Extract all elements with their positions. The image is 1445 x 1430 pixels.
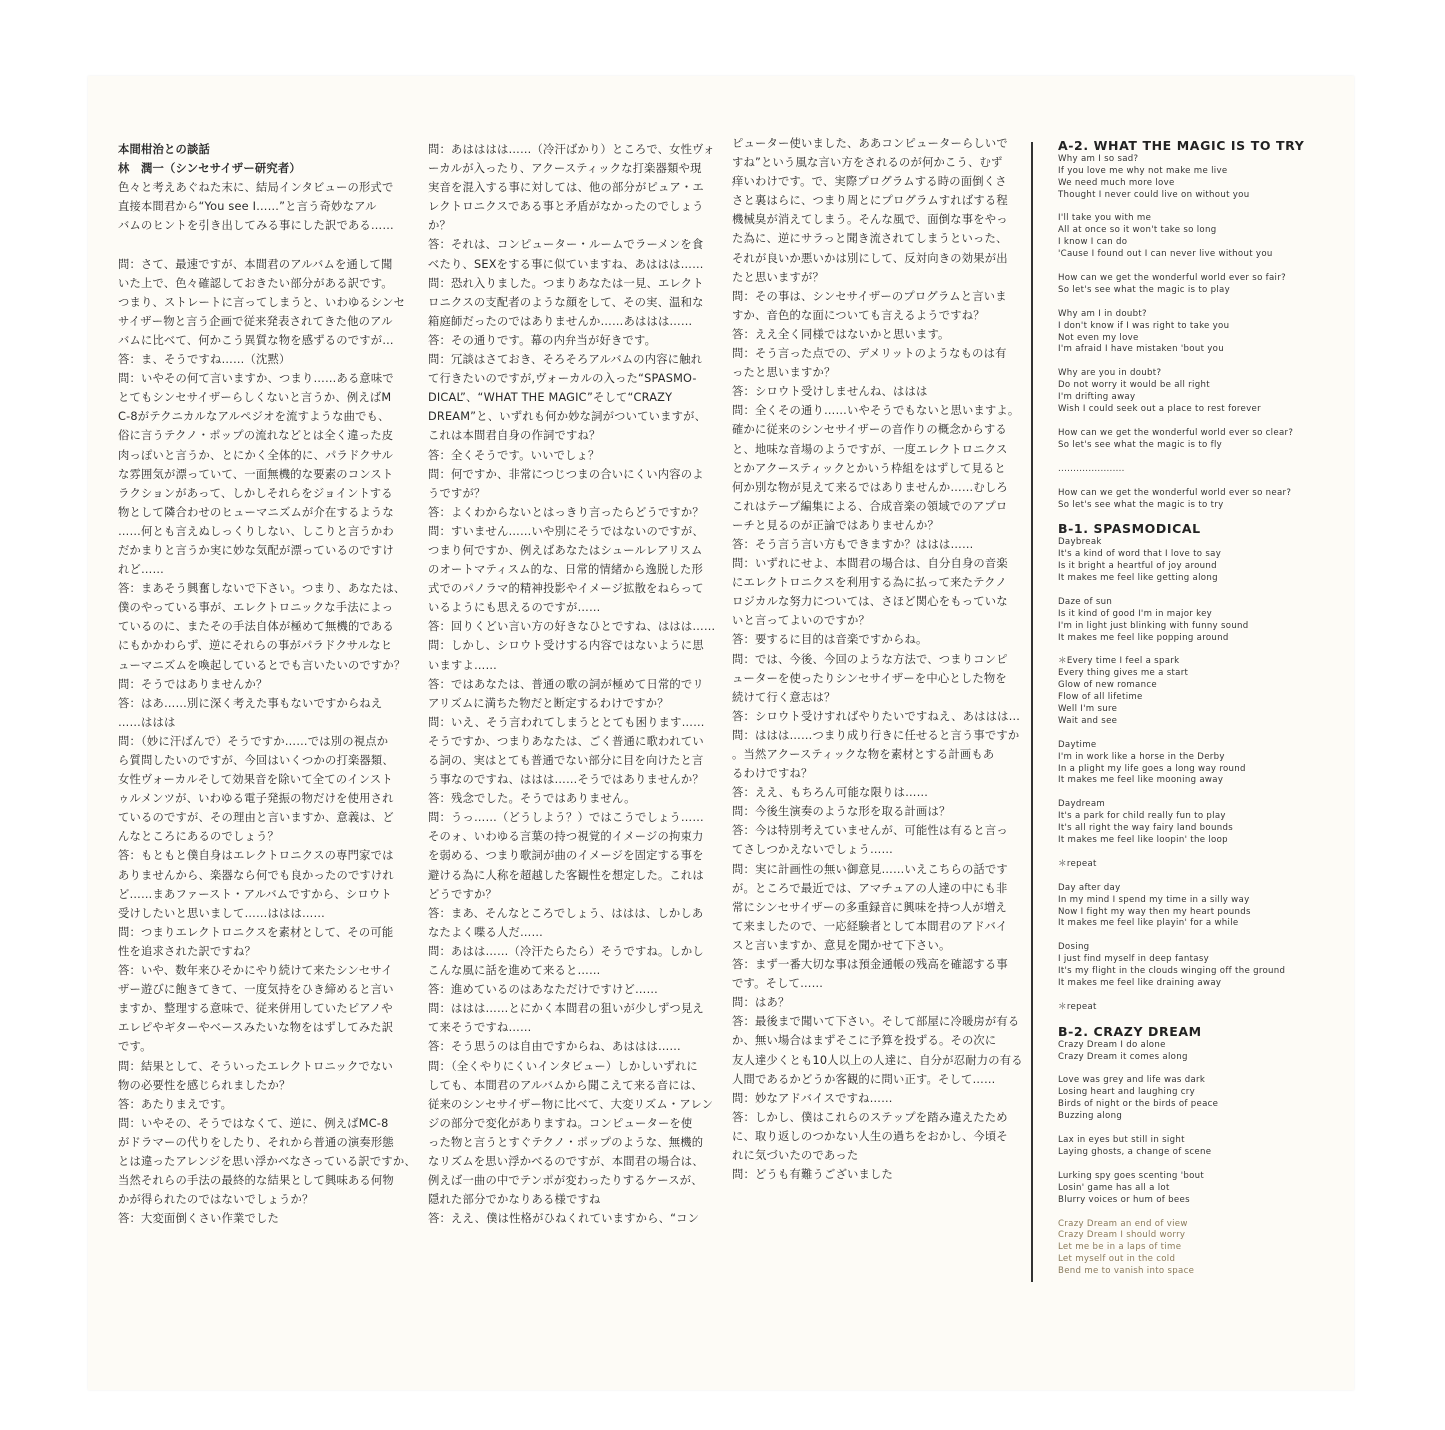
interview-line: なリズムを思い浮かべるのですが、本間君の場合は、: [428, 1154, 704, 1168]
interview-line: 問：いやその何て言いますか、つまり……ある意味で: [118, 372, 394, 386]
interview-line: 問：（全くやりにくいインタビュー）しかしいずれに: [428, 1059, 698, 1073]
interview-line: ゥルメンツが、いわゆる電子発振の物だけを使用され: [118, 792, 394, 806]
interview-line: 答：ええ全く同様ではないかと思います。: [732, 327, 950, 341]
interview-line: 答：あたりまえです。: [118, 1097, 233, 1111]
interview-line: てさしつかえないでしょう……: [732, 843, 893, 857]
lyric-line: It's a park for child really fun to play: [1058, 811, 1226, 822]
interview-line: 答：要するに目的は音楽ですからね。: [732, 633, 928, 647]
lyric-line: Let myself out in the cold: [1058, 1254, 1176, 1265]
interview-line: 式でのパノラマ的精神投影やイメージ拡散をねらって: [428, 582, 704, 596]
lyric-line: I know I can do: [1058, 237, 1128, 248]
interview-line: 問：はあ？: [732, 996, 790, 1010]
lyric-line: It makes me feel like loopin' the loop: [1058, 835, 1228, 845]
lyric-line: It's my flight in the clouds winging off the ground: [1058, 966, 1286, 977]
interview-line: 問：冗談はさておき、そろそろアルバムの内容に触れ: [428, 353, 703, 367]
lyric-line: All at once so it won't take so long: [1058, 225, 1217, 236]
interview-line: 例えば一曲の中でテンポが変わったりするケースが、: [428, 1174, 703, 1188]
interview-line: しても、本間君のアルバムから聞こえて来る音には、: [428, 1078, 703, 1092]
lyric-line: How can we get the wonderful world ever so clear?: [1058, 427, 1294, 438]
interview-line: 俗に言うテクノ・ポップの流れなどとは全く違った皮: [118, 429, 394, 443]
interview-line: て来そうですね……: [428, 1021, 532, 1035]
interview-line: 答：それは、コンピューター・ルームでラーメンを食: [428, 238, 704, 252]
interview-line: 問：すいません……いや別にそうではないのですが、: [428, 524, 704, 538]
lyric-stanza-gap: [1058, 644, 1343, 656]
interview-line: 問：あはは……（冷汗たらたら）そうですね。しかし: [428, 944, 704, 958]
interview-line: 答：最後まで聞いて下さい。そして部屋に冷暖房が有る: [732, 1015, 1020, 1029]
lyric-line: It makes me feel like getting along: [1058, 572, 1218, 583]
interview-line: にエレクトロニクスを利用する為に払って来たテクノ: [732, 576, 1007, 590]
interview-line: 答：まず一番大切な事は預金通帳の残高を確認する事: [732, 958, 1008, 972]
lyric-line: Day after day: [1058, 882, 1121, 893]
interview-line: 何か別な物が見えて来るではありませんか……むしろ: [732, 480, 1008, 494]
lyric-line: Daybreak: [1058, 537, 1102, 548]
interview-line: た為に、逆にサラっと聞き流されてしまうといった、: [732, 232, 1008, 246]
song-title: A-2. WHAT THE MAGIC IS TO TRY: [1058, 138, 1305, 153]
interview-line: 箱庭師だったのではありませんか……あははは……: [428, 314, 693, 328]
interview-line: 問：いやその、そうではなくて、逆に、例えばMC-8: [118, 1116, 389, 1130]
interview-line: 答：その通りです。幕の内弁当が好きです。: [428, 333, 657, 347]
interview-line: そうですか、つまりあなたは、ごく普通に歌われてい: [428, 734, 704, 748]
interview-line: て来ましたので、一応経験者として本間君のアドバイ: [732, 919, 1008, 933]
lyric-line: It makes me feel like mooning away: [1058, 775, 1224, 786]
interview-line: いるようにも思えるのですが……: [428, 601, 601, 615]
lyric-line: Well I'm sure: [1058, 703, 1118, 714]
interview-line: 答：進めているのはあなただけですけど……: [428, 983, 658, 997]
interview-line: 答：今は特別考えていませんが、可能性は有ると言っ: [732, 824, 1008, 838]
interview-line: 答：しかし、僕はこれらのステップを踏み違えたため: [732, 1110, 1008, 1124]
lyric-stanza-gap: [1058, 452, 1343, 464]
interview-line: な雰囲気が漂っていて、一面無機的な要素のコンスト: [118, 467, 394, 481]
interview-line: DICAL”、“WHAT THE MAGIC”そして“CRAZY: [428, 391, 673, 405]
interview-line: とてもシンセサイザーらしくないと言うか、例えばM: [118, 391, 392, 405]
interview-line: 隠れた部分でかなりある様ですね: [428, 1193, 601, 1207]
interview-line: 痒いわけです。で、実際プログラムする時の面倒くさ: [732, 175, 1007, 189]
interview-line: が。ところで最近では、アマチュアの人達の中にも非: [732, 881, 1008, 895]
interview-line: すか、音色的な面についても言えるようですね？: [732, 308, 985, 322]
interview-line: を弱める、つまり歌詞が曲のイメージを固定する事を: [428, 849, 704, 863]
interview-line: べたり、SEXをする事に似ていますね、あははは……: [428, 257, 704, 271]
interview-line: ューターを使ったりシンセサイザーを中心とした物を: [732, 671, 1007, 685]
interview-line: うですが？: [428, 486, 486, 500]
interview-line: ているのですが、その理由と言いますか、意義は、ど: [118, 811, 394, 825]
lyric-stanza-gap: [1058, 728, 1343, 740]
interview-line: ザー遊びに飽きてきて、一度気持をひき締めると言い: [118, 983, 394, 997]
interview-line: 問：そう言った点での、デメリットのようなものは有: [732, 347, 1007, 361]
interview-line: 問：うっ……（どうしよう？）ではこうでしょう……: [428, 811, 704, 825]
interview-line: 問：全くその通り……いやそうでもないと思いますよ。: [732, 404, 1020, 418]
lyric-line: Daze of sun: [1058, 596, 1113, 607]
interview-line: それが良いか悪いかは別にして、反対向きの効果が出: [732, 251, 1008, 265]
lyric-line: So let's see what the magic is to fly: [1058, 439, 1223, 450]
lyric-line: How can we get the wonderful world ever so fair?: [1058, 273, 1286, 284]
interview-column-3: [732, 134, 1023, 1184]
lyric-line: Not even my love: [1058, 332, 1139, 343]
lyric-line: Every thing gives me a start: [1058, 668, 1189, 679]
lyric-stanza-gap: [1058, 297, 1343, 309]
interview-line: 性を追求された訳ですね？: [118, 944, 256, 958]
interview-line: 色々と考えあぐねた末に、結局インタビューの形式で: [118, 181, 394, 195]
lyric-line: Dosing: [1058, 942, 1090, 953]
lyric-line: So let's see what the magic is to try: [1058, 499, 1224, 510]
interview-line: るわけですね？: [732, 767, 813, 781]
interview-line: がドラマーの代りをしたり、それから普通の演奏形態: [118, 1135, 394, 1149]
interview-line: 答：そう思うのは自由ですからね、あははは……: [428, 1040, 681, 1054]
interview-line: 問：今後生演奏のような形を取る計画は？: [732, 805, 951, 819]
interview-line: った物と言うとすぐテクノ・ポップのような、無機的: [428, 1135, 704, 1149]
interview-line: かが得られたのではないでしょうか？: [118, 1193, 314, 1207]
interview-line: なたよく喋る人だ……: [428, 925, 543, 939]
song-title: B-2. CRAZY DREAM: [1058, 1023, 1202, 1039]
interview-line: 答：ええ、僕は性格がひねくれていますから、“コン: [428, 1212, 700, 1226]
lyric-stanza-gap: [1058, 261, 1343, 273]
interview-line: 答：いや、数年来ひそかにやり続けて来たシンセサイ: [118, 964, 393, 978]
lyric-line: Blurry voices or hum of bees: [1058, 1194, 1190, 1205]
lyric-line: If you love me why not make me live: [1058, 165, 1228, 176]
interview-line: だかまりと言うか実に妙な気配が漂っているのですけ: [118, 543, 394, 557]
interview-line: 答：シロウト受けすればやりたいですねえ、あははは…: [732, 709, 1021, 723]
interview-line: レクトロニクスである事と矛盾がなかったのでしょう: [428, 200, 704, 214]
interview-line: ているのに、またその手法自体が極めて無機的である: [118, 620, 394, 634]
lyric-line: I don't know if I was right to take you: [1058, 320, 1230, 331]
interview-line: C-8がテクニカルなアルペジオを流すような曲でも、: [118, 410, 390, 424]
interview-line: ラクションがあって、しかしそれらをジョイントする: [118, 486, 393, 500]
lyric-stanza-gap: [1058, 787, 1343, 799]
lyric-stanza-gap: [1058, 871, 1343, 883]
interview-line: にもかかわらず、逆にそれらの事がパラドクサルなヒ: [118, 639, 393, 653]
interview-line: とかアクースティックとかいう枠組をはずして見ると: [732, 461, 1006, 475]
lyric-line: Crazy Dream I do alone: [1058, 1039, 1166, 1050]
interview-line: 常にシンセサイザーの多重録音に興味を持つ人が増え: [732, 900, 1007, 914]
interview-line: 問：しかし、シロウト受けする内容ではないように思: [428, 639, 704, 653]
lyric-line: Birds of night or the birds of peace: [1058, 1099, 1219, 1110]
column-divider: [1031, 142, 1033, 1282]
interview-line: アリズムに満ちた物だと断定するわけですか？: [428, 696, 669, 710]
interview-line: いた上で、色々確認しておきたい部分がある訳です。: [118, 276, 393, 290]
interview-line: 問：では、今後、今回のような方法で、つまりコンピ: [732, 652, 1008, 666]
lyric-line: In a plight my life goes a long way round: [1058, 763, 1246, 774]
interview-line: 答：シロウト受けしませんね、ははは: [732, 385, 928, 399]
interview-line: [118, 235, 408, 254]
interview-line: 続けて行く意志は？: [732, 690, 836, 704]
interview-line: 答：はあ……別に深く考えた事もないですからねえ: [118, 696, 383, 710]
interview-line: 肉っぽいと言うか、とにかく全体的に、パラドクサル: [118, 448, 394, 462]
lyric-line: ＊Every time I feel a spark: [1058, 656, 1180, 667]
lyric-line: I'll take you with me: [1058, 213, 1152, 224]
interview-line: いと言ってよいのですか？: [732, 614, 870, 628]
lyric-line: Laying ghosts, a change of scene: [1058, 1146, 1212, 1157]
lyric-line: We need much more love: [1058, 177, 1175, 188]
interview-line: どうですか？: [428, 887, 497, 901]
interview-line: 問：あはははは……（冷汗ばかり）ところで、女性ヴォ: [428, 143, 715, 156]
interview-line: 問：つまりエレクトロニクスを素材として、その可能: [118, 925, 394, 939]
interview-line: 答：ええ、もちろん可能な限りは……: [732, 786, 929, 800]
interview-line: ら質問したいのですが、今回はいくつかの打楽器類、: [118, 754, 394, 767]
interview-line: ど……まあファースト・アルバムですから、シロウト: [118, 887, 392, 901]
interview-line: に、取り返しのつかない人生の過ちをおかし、今頃そ: [732, 1129, 1008, 1143]
interview-line: ……ははは: [118, 715, 176, 729]
interview-line: エレピやギターやベースみたいな物をはずしてみた訳: [118, 1021, 394, 1035]
interview-line: 問：いえ、そう言われてしまうととても困ります……: [428, 715, 705, 729]
lyric-line: It makes me feel like playin' for a while: [1058, 918, 1239, 929]
interview-line: か、無い場合はまずそこに予算を投ずる。その次に: [732, 1034, 997, 1048]
lyric-line: ＊repeat: [1058, 1001, 1097, 1012]
lyric-line: Now I fight my way then my heart pounds: [1058, 906, 1251, 917]
interview-line: 問：何ですか、非常につじつまの合いにくい内容のよ: [428, 467, 704, 481]
lyric-stanza-gap: [1058, 356, 1343, 368]
interview-line: 答：そう言う言い方もできますか？ははは……: [732, 537, 974, 551]
interview-line: 問：結果として、そういったエレクトロニックでない: [118, 1059, 394, 1073]
interview-line: とは違ったアレンジを思い浮かべなさっている訳ですか、: [118, 1154, 416, 1168]
lyric-line: Crazy Dream an end of view: [1058, 1218, 1188, 1229]
lyric-line: Daytime: [1058, 739, 1097, 750]
interview-line: 問：さて、最速ですが、本間君のアルバムを通して聞: [118, 257, 393, 271]
lyric-line: Love was grey and life was dark: [1058, 1075, 1206, 1086]
interview-line: 友人達少くとも10人以上の人達に、自分が忍耐力の有る: [732, 1053, 1023, 1067]
lyric-line: Bend me to vanish into space: [1058, 1266, 1195, 1277]
interview-line: 物として隣合わせのヒューマニズムが介在するような: [118, 505, 394, 519]
interview-line: ーカルが入ったり、アクースティックな打楽器類や現: [428, 162, 702, 176]
interview-line: 僕のやっている事が、エレクトロニックな手法によっ: [118, 601, 394, 615]
interview-line: バムに比べて、何かこう異質な物を感ずるのですが…: [118, 333, 394, 347]
interview-line: 避ける為に人称を超越した客観性を想定した。これは: [428, 868, 704, 882]
interview-line: ったと思いますか？: [732, 366, 836, 380]
interview-line: 問：実に計画性の無い御意見……いえこちらの話です: [732, 862, 1008, 876]
interview-line: 答：全くそうです。いいでしょ？: [428, 448, 600, 462]
interview-line: 受けしたいと思いまして……ははは……: [118, 906, 325, 920]
lyric-stanza-gap: [1058, 930, 1343, 942]
interview-line: です。そして……: [732, 977, 824, 991]
lyric-line: Flow of all lifetime: [1058, 692, 1143, 703]
interview-line: 答：ま、そうですね……（沈黙）: [118, 353, 291, 367]
lyric-line: Crazy Dream it comes along: [1058, 1051, 1188, 1062]
lyric-line: Glow of new romance: [1058, 680, 1157, 691]
lyric-line: Why are you in doubt?: [1058, 368, 1162, 379]
lyric-stanza-gap: [1058, 201, 1343, 213]
lyric-line: Lurking spy goes scenting 'bout: [1058, 1170, 1205, 1181]
interview-line: 人間であるかどうか客観的に問い正す。そして……: [732, 1072, 996, 1086]
lyric-line: How can we get the wonderful world ever so near?: [1058, 487, 1292, 498]
liner-notes-sheet: [88, 76, 1354, 1390]
interview-line: ロニクスの支配者のような顔をして、その実、温和な: [428, 295, 704, 309]
lyric-line: Thought I never could live on without you: [1058, 189, 1250, 200]
lyric-stanza-gap: [1058, 990, 1343, 1002]
interview-line: 機械臭が消えてしまう。そんな風で、面倒な事をやっ: [732, 213, 1008, 227]
interview-line: つまり何ですか、例えばあなたはシュールレアリスム: [428, 543, 703, 557]
interview-line: 答：ではあなたは、普通の歌の詞が極めて日常的でリ: [428, 677, 704, 691]
interview-line: 答：まあ、そんなところでしょう、ははは、しかしあ: [428, 906, 704, 920]
lyric-line: I'm in light just blinking with funny sound: [1058, 620, 1249, 631]
lyric-line: So let's see what the magic is to play: [1058, 284, 1231, 295]
interview-line: 問：どうも有難うございました: [732, 1168, 893, 1182]
lyric-line: Is it kind of good I'm in major key: [1058, 608, 1213, 619]
interview-line: 答：もともと僕自身はエレクトロニクスの専門家では: [118, 849, 394, 863]
lyric-line: 'Cause I found out I can never live without you: [1058, 249, 1273, 260]
interview-line: 問：妙なアドバイスですね……: [732, 1091, 893, 1105]
lyric-line: It makes me feel like draining away: [1058, 978, 1222, 989]
interview-line: 問：そうではありませんか？: [118, 677, 268, 691]
lyric-line: Wish I could seek out a place to rest forever: [1058, 404, 1261, 415]
interview-line: ますか、整理する意味で、従来併用していたピアノや: [118, 1002, 393, 1016]
lyric-line: Losing heart and laughing cry: [1058, 1087, 1195, 1098]
interview-line: れに気づいたのであった: [732, 1148, 859, 1162]
lyric-line: Do not worry it would be all right: [1058, 380, 1210, 391]
interview-line: さと裏はらに、つまり周とにプログラムすればする程: [732, 194, 1008, 208]
lyric-line: Is it bright a heartful of joy around: [1058, 561, 1217, 572]
lyric-stanza-gap: [1058, 1207, 1343, 1219]
lyric-line: Daydream: [1058, 799, 1106, 810]
song-title: B-1. SPASMODICAL: [1058, 521, 1201, 537]
interview-line: 問：恐れ入りました。つまりあなたは一見、エレクト: [428, 276, 704, 290]
lyric-line: It makes me feel like popping around: [1058, 632, 1229, 643]
lyric-line: Crazy Dream I should worry: [1058, 1230, 1186, 1241]
interview-line: る詞の、実はとても普通でない部分に目を向けたと言: [428, 754, 704, 767]
interview-line: 問：ははは……つまり成り行きに任せると言う事ですか: [732, 728, 1020, 742]
lyric-line: I'm in work like a horse in the Derby: [1058, 751, 1225, 762]
interview-line: んなところにあるのでしょう？: [118, 830, 279, 844]
interview-line: のオートマティスム的な、日常的情緒から逸脱した形: [428, 563, 704, 577]
lyric-stanza-gap: [1058, 1063, 1343, 1075]
lyric-line: Buzzing along: [1058, 1111, 1123, 1122]
interview-line: サイザー物と言う企画で従来発表されてきた他のアル: [118, 314, 393, 328]
interview-line: これはテープ編集による、合成音楽の領域でのアプロ: [732, 499, 1008, 513]
lyric-line: I just find myself in deep fantasy: [1058, 954, 1210, 965]
interview-line: 問：ははは……とにかく本間君の狙いが少しずつ見え: [428, 1002, 704, 1016]
interview-line: 直接本間君から“You see I……”と言う奇妙なアル: [118, 200, 377, 214]
interview-line: つまり、ストレートに言ってしまうと、いわゆるシンセ: [118, 295, 406, 309]
interview-line: ピューター使いました、ああコンピューターらしいで: [732, 137, 1008, 150]
interview-line: 問：いずれにせよ、本間君の場合は、自分自身の音楽: [732, 557, 1008, 571]
interview-line: と、地味な音場のようですが、一度エレクトロニクス: [732, 442, 1008, 456]
interview-line: たと思いますが？: [732, 270, 824, 284]
lyric-line: ......................: [1058, 463, 1125, 474]
interview-line: 確かに従来のシンセサイザーの音作りの概念からする: [732, 423, 1007, 437]
interview-line: れど……: [118, 563, 164, 577]
lyric-stanza-gap: [1058, 476, 1343, 488]
lyric-line: It's a kind of word that I love to say: [1058, 549, 1222, 560]
interview-line: スと言いますか、意見を聞かせて下さい。: [732, 938, 951, 952]
lyric-line: In my mind I spend my time in a silly way: [1058, 894, 1250, 905]
interview-line: 答：残念でした。そうではありません。: [428, 792, 636, 806]
lyric-line: Lax in eyes but still in sight: [1058, 1135, 1185, 1146]
interview-line: 問：その事は、シンセサイザーのプログラムと言いま: [732, 289, 1007, 303]
lyric-line: Wait and see: [1058, 715, 1118, 726]
interview-line: 。当然アクースティックな物を素材とする計画もあ: [732, 748, 995, 761]
interview-line: 答：まあそう興奮しないで下さい。つまり、あなたは、: [118, 582, 406, 596]
lyric-stanza-gap: [1058, 1159, 1343, 1171]
interview-line: ロジカルな努力については、さほど関心をもっていな: [732, 595, 1008, 609]
lyrics-column: [1058, 140, 1343, 1278]
interview-line: こんな風に話を進めて来ると……: [428, 964, 601, 978]
interview-line: て行きたいのですが,ヴォーカルの入った“SPASMO-: [428, 372, 697, 386]
lyric-line: Why am I so sad?: [1058, 153, 1139, 164]
lyric-line: I'm drifting away: [1058, 392, 1136, 403]
lyric-stanza-gap: [1058, 585, 1343, 597]
interview-line: DREAM”と、いずれも何か妙な詞がついていますが、: [428, 410, 707, 424]
interview-line: 林 潤一（シンセサイザー研究者）: [118, 162, 301, 176]
lyric-line: Why am I in doubt?: [1058, 308, 1147, 319]
interview-line: 従来のシンセサイザー物に比べて、大変リズム・アレン: [428, 1097, 714, 1111]
interview-line: 答：よくわからないとはっきり言ったらどうですか？: [428, 505, 704, 519]
lyric-stanza-gap: [1058, 847, 1343, 859]
interview-line: 物の必要性を感じられましたか？: [118, 1078, 291, 1092]
interview-line: 本間柑治との談話: [118, 143, 210, 156]
interview-line: う事なのですね、ははは……そうではありませんか？: [428, 773, 704, 787]
interview-line: いますよ……: [428, 658, 497, 672]
interview-line: ありませんから、楽器なら何でも良かったのですけれ: [118, 868, 394, 882]
interview-column-1: [118, 140, 416, 1228]
lyric-line: Let me be in a laps of time: [1058, 1242, 1182, 1253]
lyric-stanza-gap: [1058, 416, 1343, 428]
interview-line: これは本間君自身の作詞ですね？: [428, 429, 601, 443]
interview-line: ……何とも言えぬしっくりしない、しこりと言うかわ: [118, 524, 394, 538]
interview-line: 当然それらの手法の最終的な結果として興味ある何物: [118, 1174, 394, 1188]
lyric-line: I'm afraid I have mistaken 'bout you: [1058, 344, 1224, 355]
interview-line: か？: [428, 219, 451, 233]
interview-line: バムのヒントを引き出してみる事にした訳である……: [118, 219, 394, 233]
interview-line: 実音を混入する事に対しては、他の部分がピュア・エ: [428, 181, 704, 195]
lyric-line: Losin' game has all a lot: [1058, 1182, 1170, 1193]
interview-line: ューマニズムを喚起しているとでも言いたいのですか？: [118, 658, 406, 672]
interview-line: です。: [118, 1040, 152, 1054]
lyric-stanza-gap: [1058, 1123, 1343, 1135]
lyric-line: It's all right the way fairy land bounds: [1058, 823, 1233, 834]
interview-line: 女性ヴォーカルそして効果音を除いて全てのインスト: [118, 773, 393, 787]
interview-line: ーチと見るのが正論ではありませんか？: [732, 518, 939, 532]
interview-line: 問：（妙に汗ばんで）そうですか……では別の視点か: [118, 734, 389, 748]
interview-line: 答：回りくどい言い方の好きなひとですね、ははは……: [428, 620, 716, 634]
interview-line: 答：大変面倒くさい作業でした: [118, 1212, 279, 1226]
interview-line: すね”という風な言い方をされるのが何かこう、むず: [732, 156, 1003, 170]
interview-column-2: [428, 140, 716, 1228]
interview-line: そのォ、いわゆる言葉の持つ視覚的イメージの拘束力: [428, 830, 704, 844]
lyric-line: ＊repeat: [1058, 858, 1097, 869]
interview-line: ジの部分で変化がありますね。コンピューターを使: [428, 1116, 693, 1130]
